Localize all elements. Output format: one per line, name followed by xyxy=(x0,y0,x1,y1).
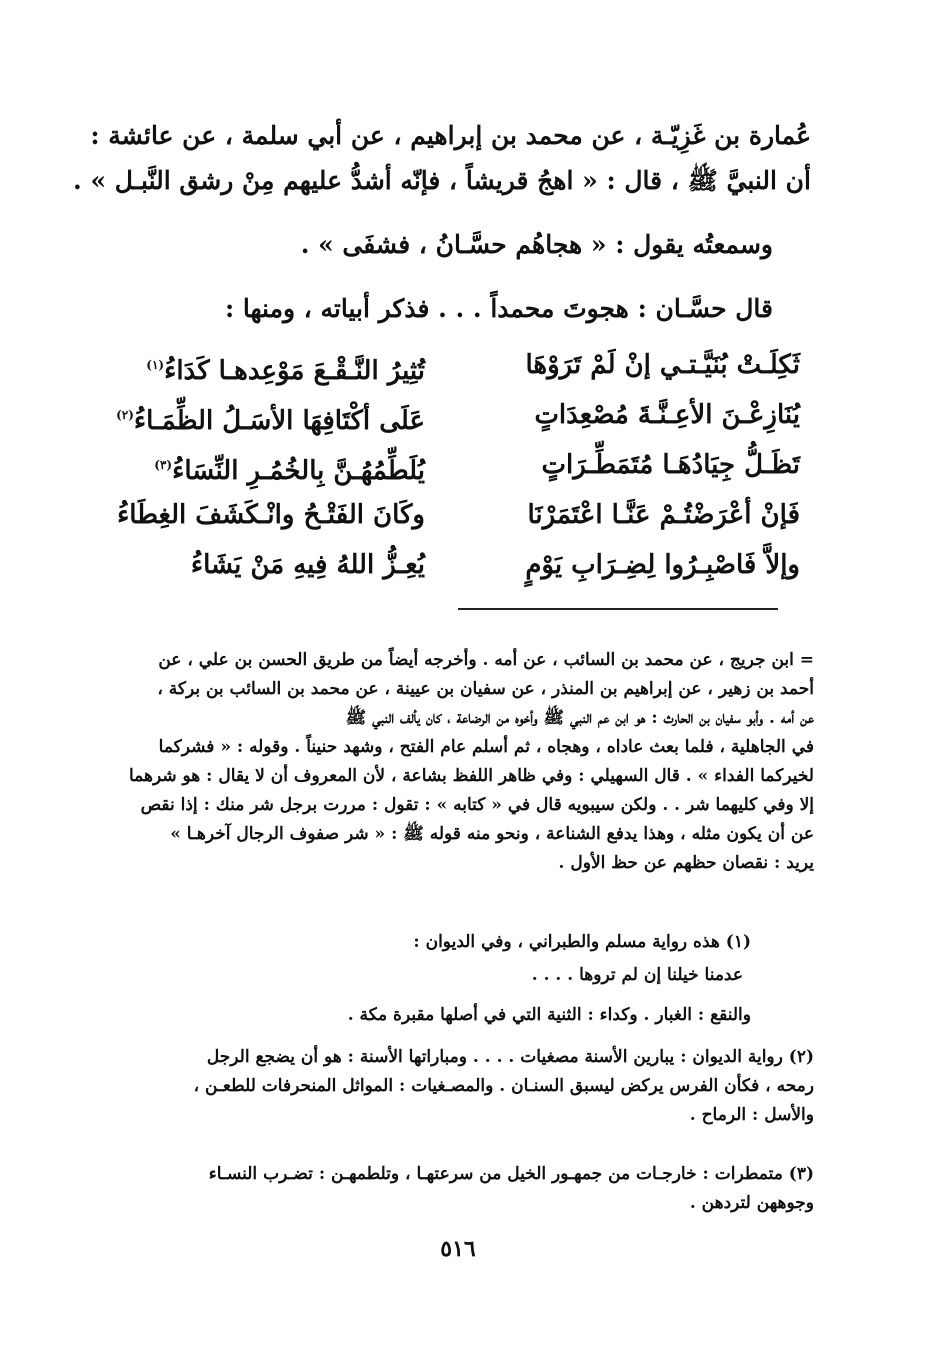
footnote-marker: (١) xyxy=(146,358,165,372)
footnote-2-line-2: رمحه ، فكأن الفرس يركض ليسبق السنـان . والمصـغيات : المواثل المنحرفات للطعـن ، xyxy=(193,1076,814,1096)
footnote-line: عن أمه . وأبو سفيان بن الحارث : هو ابن عم النبي ﷺ وأخوه من الرضاعة ، كان يألف النبي ﷺ xyxy=(345,708,814,728)
verse-first-hemistich: ثَكِلَـتْ بُنَيَّـتـي إنْ لَمْ تَرَوْهَا xyxy=(525,350,800,380)
verse-second-hemistich: يُلَطِّمُهُـنَّ بِالخُمُـرِ النِّسَاءُ$^{(٣)}$ xyxy=(154,456,425,486)
footnote-marker: (٣) xyxy=(154,458,173,472)
main-text-line-2: أن النبيَّ ﷺ ، قال : « اهجُ قريشاً ، فإنّه أشدُّ عليهم مِنْ رشق النَّبـل » . xyxy=(73,166,811,195)
footnote-line: لخيركما الفداء » . قال السهيلي : وفي ظاهر اللفظ بشاعة ، لأن المعروف أن لا يقال : هو شرهما xyxy=(128,766,814,786)
footnote-1-line-2: عدمنا خيلنا إن لم تروها . . . . xyxy=(531,965,743,985)
footnote-2 xyxy=(124,1043,814,1130)
footnote-3 xyxy=(124,1160,814,1218)
footnote-1-line-1: (١) هذه رواية مسلم والطبراني ، وفي الديوان : xyxy=(413,932,751,952)
poem-verse-1 xyxy=(120,343,800,387)
verse-second-hemistich: يُعِـزُّ اللهُ فِيهِ مَنْ يَشَاءُ xyxy=(190,550,425,580)
footnote-line: عن أن يكون مثله ، وهذا يدفع الشناعة ، ونحو منه قوله ﷺ : « شر صفوف الرجال آخرهـا » xyxy=(170,824,814,844)
verse-first-hemistich: وإلاَّ فَاصْبِـرُوا لِضِـرَابِ يَوْمٍ xyxy=(525,550,800,580)
poem-verse-3 xyxy=(120,443,800,487)
poem-verse-2 xyxy=(116,393,800,437)
footnote-3-line-2: وجوههن لتردهن . xyxy=(689,1193,814,1213)
footnote-3-line-1: (٣) متمطرات : خارجـات من جمهـور الخيل من سرعتهـا ، وتلطمهـن : تضـرب النسـاء xyxy=(208,1164,814,1184)
footnote-separator xyxy=(458,608,778,610)
footnote-2-line-3: والأسل : الرماح . xyxy=(689,1105,814,1125)
verse-second-hemistich: عَلَى أكْتَافِهَا الأسَـلُ الظِّمَـاءُ$^{(٢)}$ xyxy=(116,406,425,436)
footnote-line: = ابن جريج ، عن محمد بن السائب ، عن أمه . وأخرجه أيضاً من طريق الحسن بن علي ، عن xyxy=(158,650,814,670)
verse-second-hemistich: وكَانَ الفَتْـحُ وانْـكَشَفَ الغِطَاءُ xyxy=(117,500,425,530)
footnote-line: أحمد بن زهير ، عن إبراهيم بن المنذر ، عن سفيان بن عيينة ، عن محمد بن السائب بن بركة ، xyxy=(157,679,814,699)
verse-first-hemistich: فَإنْ أعْرَضْتُـمْ عَنَّـا اعْتَمَرْنَا xyxy=(527,500,800,530)
verse-first-hemistich: تَظَـلُّ جِيَادُهَـا مُتَمَطِّـرَاتٍ xyxy=(541,450,800,480)
footnote-marker: (٢) xyxy=(116,408,134,422)
footnote-line: إلا وفي كليهما شر . . ولكن سيبويه قال في « كتابه » : تقول : مررت برجل شر منك : إذا نقص xyxy=(140,795,814,815)
poem-verse-4 xyxy=(117,493,800,537)
footnote-line: في الجاهلية ، فلما بعث عاداه ، وهجاه ، ثم أسلم عام الفتح ، وشهد حنيناً . وقوله : « فشركما xyxy=(158,737,814,757)
footnote-line: يريد : نقصان حظهم عن حظ الأول . xyxy=(558,853,814,873)
verse-second-hemistich: تُثِيرُ النَّـقْـعَ مَوْعِدهـا كَدَاءُ$^{(١)}$ xyxy=(146,356,425,386)
footnote-1-line-3: والنقع : الغبار . وكداء : الثنية التي في أصلها مقبرة مكة . xyxy=(347,1005,751,1025)
main-text-line-4: قال حسَّـان : هجوتَ محمداً . . . فذكر أبياته ، ومنها : xyxy=(224,294,773,323)
poem-verse-5 xyxy=(120,543,800,587)
page-number: ٥١٦ xyxy=(440,1236,476,1262)
footnote-continuation xyxy=(124,646,814,878)
main-text-line-1: عُمارة بن غَزِيّـة ، عن محمد بن إبراهيم ، عن أبي سلمة ، عن عائشة : xyxy=(90,121,811,150)
footnote-2-line-1: (٢) رواية الديوان : يبارين الأسنة مصغيات . . . . ومباراتها الأسنة : هو أن يضجع الرجل xyxy=(206,1047,814,1067)
verse-first-hemistich: يُنَازِعْـنَ الأعِـنَّـةَ مُصْعِدَاتٍ xyxy=(534,400,800,430)
main-text-line-3: وسمعتُه يقول : « هجاهُم حسَّـانُ ، فشفَى » . xyxy=(300,230,773,259)
